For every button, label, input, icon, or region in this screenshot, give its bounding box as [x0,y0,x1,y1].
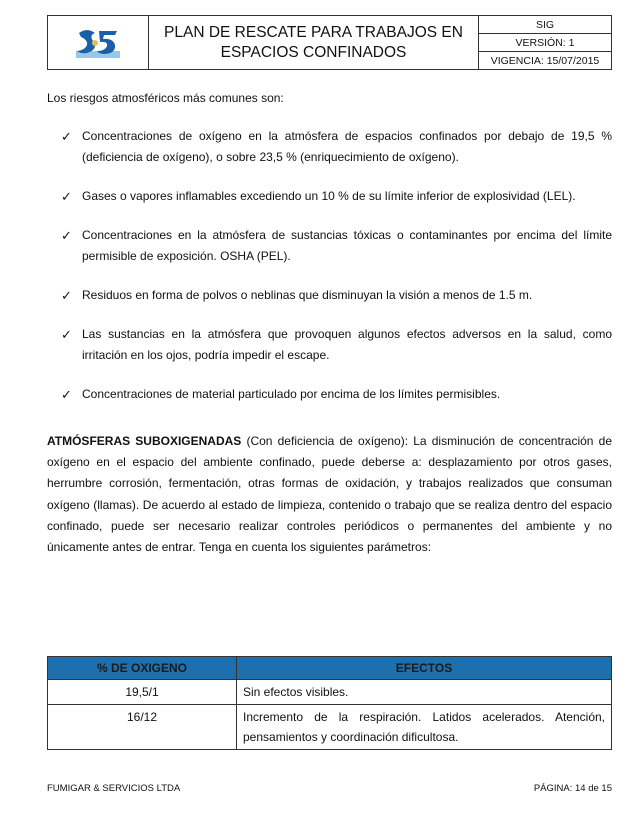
suboxygenated-paragraph [47,431,612,558]
version-label: VERSIÓN: 1 [479,34,611,52]
check-icon: ✓ [61,327,72,342]
paragraph-text: (Con deficiencia de oxígeno): La disminución de concentración de oxígeno en el espacio del ambiente confinado, puede deberse a: desplazamiento por otros gases, herrumbre corrosión, fermentación, otras formas de oxidación, y trabajos realizados que consuman oxígeno (llamas). De acuerdo al estado de limpieza, contenido o trabajo que se realiza dentro del espacio confinado, puede ser necesario realizar controles periódicos o permanentes del ambiente y no únicamente antes de entrar. Tenga en cuenta los siguientes parámetros: [47,434,612,555]
company-logo-cell [48,16,149,69]
oxygen-cell: 16/12 [48,705,237,750]
document-footer [47,783,612,794]
column-header-oxygen: % DE OXIGENO [48,657,237,680]
section-heading: ATMÓSFERAS SUBOXIGENADAS [47,434,242,448]
table-row [48,680,612,705]
sig-label: SIG [479,16,611,34]
table-header-row [48,657,612,680]
document-title: PLAN DE RESCATE PARA TRABAJOS EN ESPACIOS CONFINADOS [149,16,479,69]
document-header [47,15,612,70]
footer-company: FUMIGAR & SERVICIOS LTDA [47,783,181,794]
column-header-effects: EFECTOS [237,657,612,680]
list-item: ✓ Concentraciones de material particulado por encima de los límites permisibles. [47,384,612,405]
vigencia-label: VIGENCIA: 15/07/2015 [490,54,600,67]
document-body [47,88,612,558]
effects-cell: Sin efectos visibles. [237,680,612,705]
check-icon: ✓ [61,228,72,243]
check-icon: ✓ [61,189,72,204]
table-row [48,705,612,750]
company-logo [73,25,123,61]
list-item: ✓ Las sustancias en la atmósfera que provoquen algunos efectos adversos en la salud, como irritación en los ojos, podría impedir el escape. [47,324,612,366]
check-icon: ✓ [61,387,72,402]
intro-text: Los riesgos atmosféricos más comunes son: [47,91,284,105]
list-item: ✓ Gases o vapores inflamables excediendo un 10 % de su límite inferior de explosividad (LEL). [47,186,612,207]
check-icon: ✓ [61,129,72,144]
oxygen-cell: 19,5/1 [48,680,237,705]
list-item: ✓ Residuos en forma de polvos o neblinas que disminuyan la visión a menos de 1.5 m. [47,285,612,306]
document-meta [479,16,611,69]
list-item: ✓ Concentraciones en la atmósfera de sustancias tóxicas o contaminantes por encima del límite permisible de exposición. OSHA (PEL). [47,225,612,267]
risk-list [47,126,612,405]
effects-cell: Incremento de la respiración. Latidos acelerados. Atención, pensamientos y coordinación dificultosa. [237,705,612,750]
check-icon: ✓ [61,288,72,303]
list-item: ✓ Concentraciones de oxígeno en la atmósfera de espacios confinados por debajo de 19,5 % (deficiencia de oxígeno), o sobre 23,5 % (enriquecimiento de oxígeno). [47,126,612,168]
footer-page-number: PÁGINA: 14 de 15 [533,783,612,794]
oxygen-effects-table [47,656,612,750]
